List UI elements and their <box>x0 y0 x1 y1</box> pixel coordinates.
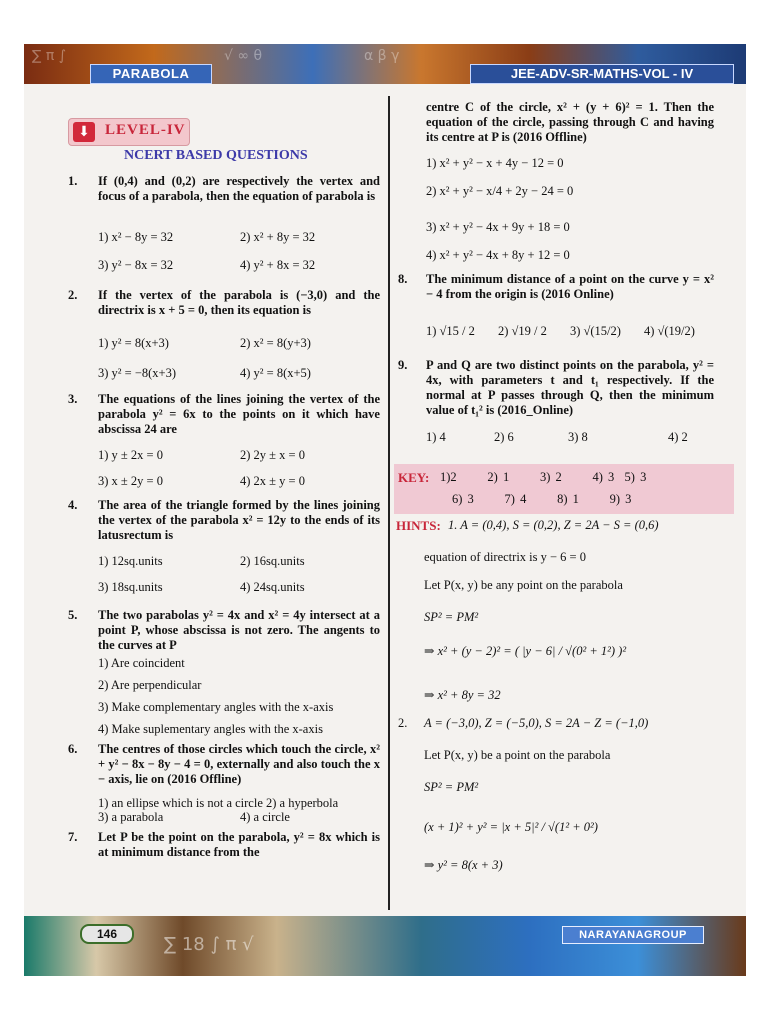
option: 2) 2y ± x = 0 <box>240 448 305 462</box>
hints-label: HINTS: <box>396 518 441 533</box>
hint-line: equation of directrix is y − 6 = 0 <box>424 550 586 564</box>
option: 3) 18sq.units <box>98 580 163 594</box>
option: 2) x² + y² − x/4 + 2y − 24 = 0 <box>426 184 574 198</box>
key-row: 1)2 2) 1 3) 2 4) 3 5) 3 <box>440 470 647 484</box>
option: 2) x² + 8y = 32 <box>240 230 316 244</box>
page <box>24 44 746 976</box>
hint-line: ⇒ x² + 8y = 32 <box>424 688 501 702</box>
option: 3) 8 <box>568 430 588 444</box>
option: 1) √15 / 2 <box>426 324 475 338</box>
question-number: 8. <box>398 272 408 286</box>
question-number: 7. <box>68 830 78 844</box>
decor-symbols: √ ∞ θ <box>224 48 263 64</box>
brand-logo: NARAYANAGROUP <box>562 926 704 944</box>
question-text: The minimum distance of a point on the curve y = x² − 4 from the origin is (2016 Online) <box>426 272 714 301</box>
question-text: P and Q are two distinct points on the parabola, y² = 4x, with parameters t and t₁ respectively. If the normal at P passes through Q, then the minimum value of t₁² is (2016_Online) <box>426 358 714 417</box>
decor-symbols: ∑ π ∫ <box>32 48 67 64</box>
key-label: KEY: <box>398 470 430 485</box>
option: 4) y² = 8(x+5) <box>240 366 311 380</box>
option: 4) 2x ± y = 0 <box>240 474 305 488</box>
question-number: 3. <box>68 392 78 406</box>
option: 4) x² + y² − 4x + 8y + 12 = 0 <box>426 248 570 262</box>
option: 2) x² = 8(y+3) <box>240 336 311 350</box>
question-text: The two parabolas y² = 4x and x² = 4y intersect at a point P, whose abscissa is not zero. The angents to the curves at P <box>98 608 380 652</box>
option: 1) 4 <box>426 430 446 444</box>
question-number: 9. <box>398 358 408 372</box>
option: 2) Are perpendicular <box>98 678 202 692</box>
decor-symbols: α β γ <box>364 48 400 64</box>
option: 4) √(19/2) <box>644 324 695 338</box>
hint-line: SP² = PM² <box>424 780 479 794</box>
hint-line: SP² = PM² <box>424 610 479 624</box>
question-text: The centres of those circles which touch the circle, x² + y² − 8x − 8y − 4 = 0, externally and also touch the x − axis, lie on (2016 Offline) <box>98 742 380 786</box>
option: 4) 2 <box>668 430 688 444</box>
hint-line: ⇒ x² + (y − 2)² = ( |y − 6| / √(0² + 1²) )² <box>424 644 627 658</box>
option: 1) an ellipse which is not a circle 2) a hyperbola <box>98 796 339 810</box>
option: 3) x ± 2y = 0 <box>98 474 163 488</box>
decor-symbols: ∑ 18 ∫ π √ <box>164 934 254 955</box>
question-number: 5. <box>68 608 78 622</box>
option: 3) a parabola <box>98 810 164 824</box>
chapter-label: PARABOLA <box>90 64 212 84</box>
answer-key <box>394 464 734 514</box>
hint-line: ⇒ y² = 8(x + 3) <box>424 858 503 872</box>
option: 4) 24sq.units <box>240 580 305 594</box>
volume-label: JEE-ADV-SR-MATHS-VOL - IV <box>470 64 734 84</box>
question-text: centre C of the circle, x² + (y + 6)² = 1. Then the equation of the circle, passing through C and having its centre at P is (2016 Offline) <box>426 100 714 144</box>
page-header <box>24 44 746 84</box>
option: 1) x² + y² − x + 4y − 12 = 0 <box>426 156 564 170</box>
question-text: If the vertex of the parabola is (−3,0) and the directrix is x + 5 = 0, then its equation is <box>98 288 380 317</box>
option: 3) √(15/2) <box>570 324 621 338</box>
option: 1) Are coincident <box>98 656 185 670</box>
option: 3) x² + y² − 4x + 9y + 18 = 0 <box>426 220 570 234</box>
question-number: 4. <box>68 498 78 512</box>
option: 1) 12sq.units <box>98 554 163 568</box>
option: 2) 6 <box>494 430 514 444</box>
key-row: 6) 3 7) 4 8) 1 9) 3 <box>452 492 632 506</box>
question-text: If (0,4) and (0,2) are respectively the vertex and focus of a parabola, then the equation of parabola is <box>98 174 380 203</box>
hint-line: 1. A = (0,4), S = (0,2), Z = 2A − S = (0,6) <box>448 518 659 532</box>
option: 3) y² − 8x = 32 <box>98 258 174 272</box>
question-number: 1. <box>68 174 78 188</box>
level-badge <box>68 118 190 146</box>
arrow-down-icon: ⬇ <box>73 122 95 142</box>
question-number: 6. <box>68 742 78 756</box>
option: 1) y ± 2x = 0 <box>98 448 163 462</box>
section-title: NCERT BASED QUESTIONS <box>124 148 308 163</box>
hint-line: A = (−3,0), Z = (−5,0), S = 2A − Z = (−1,0) <box>424 716 649 730</box>
page-footer <box>24 916 746 976</box>
option: 1) x² − 8y = 32 <box>98 230 174 244</box>
question-number: 2. <box>68 288 78 302</box>
option: 1) y² = 8(x+3) <box>98 336 169 350</box>
hint-line: (x + 1)² + y² = |x + 5|² / √(1² + 0²) <box>424 820 598 834</box>
option: 2) √19 / 2 <box>498 324 547 338</box>
page-number: 146 <box>80 924 134 944</box>
option: 3) Make complementary angles with the x-axis <box>98 700 334 714</box>
level-title: LEVEL-IV <box>105 122 186 138</box>
option: 4) Make suplementary angles with the x-axis <box>98 722 323 736</box>
question-text: Let P be the point on the parabola, y² = 8x which is at minimum distance from the <box>98 830 380 859</box>
hint-number: 2. <box>398 716 408 730</box>
option: 4) a circle <box>240 810 290 824</box>
option: 3) y² = −8(x+3) <box>98 366 177 380</box>
hint-line: Let P(x, y) be any point on the parabola <box>424 578 623 592</box>
option: 4) y² + 8x = 32 <box>240 258 316 272</box>
hint-line: Let P(x, y) be a point on the parabola <box>424 748 611 762</box>
question-text: The equations of the lines joining the vertex of the parabola y² = 6x to the points on it which have abscissa 24 are <box>98 392 380 436</box>
option: 2) 16sq.units <box>240 554 305 568</box>
question-text: The area of the triangle formed by the lines joining the vertex of the parabola x² = 12y to the ends of its latusrectum is <box>98 498 380 542</box>
column-divider <box>388 96 390 910</box>
